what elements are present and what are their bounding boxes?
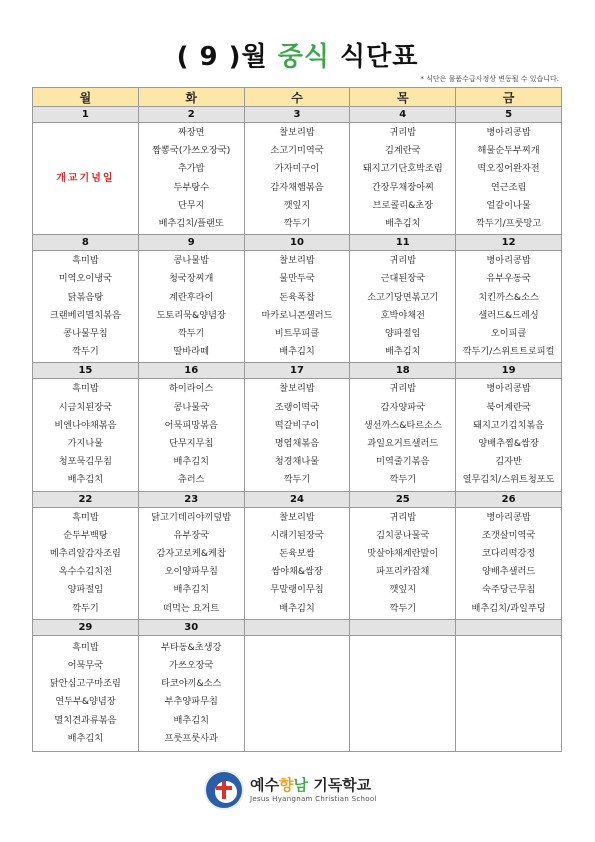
menu-item: 어묵피망볶음 xyxy=(164,419,218,431)
date-cell: 15 xyxy=(33,363,139,379)
menu-cell xyxy=(456,507,562,619)
menu-item: 추가밥 xyxy=(177,163,205,175)
menu-item: 김계란국 xyxy=(385,145,421,157)
menu-item: 떡갈비구이 xyxy=(274,419,320,431)
date-cell: 17 xyxy=(244,363,350,379)
menu-body xyxy=(33,107,562,752)
menu-item: 찰보리밥 xyxy=(279,511,315,523)
menu-item: 짜장면 xyxy=(177,127,205,138)
menu-item: 흑미밥 xyxy=(72,255,99,267)
menu-item: 순두부백탕 xyxy=(63,529,108,541)
menu-item: 양배추샐러드 xyxy=(481,566,536,578)
menu-item: 감자고로케&케찹 xyxy=(156,548,226,560)
menu-cell xyxy=(456,123,562,235)
menu-row xyxy=(33,635,562,751)
date-cell: 23 xyxy=(138,491,244,507)
menu-item: 해물순두부찌개 xyxy=(477,145,540,157)
menu-item: 생선까스&타르소스 xyxy=(363,419,442,431)
day-header: 금 xyxy=(456,88,562,107)
date-cell: 5 xyxy=(456,107,562,123)
menu-item: 샐러드&드레싱 xyxy=(478,309,539,321)
menu-row xyxy=(33,123,562,235)
menu-item: 비트무피클 xyxy=(274,328,320,340)
menu-item: 깍두기 xyxy=(72,602,99,614)
menu-item: 옥수수김치전 xyxy=(58,566,113,578)
menu-item: 부타동&초생강 xyxy=(160,641,222,653)
date-cell: 18 xyxy=(350,363,456,379)
menu-item: 닭고기데리야끼덮밥 xyxy=(151,511,232,523)
menu-item: 호박야채전 xyxy=(380,309,425,321)
day-header: 화 xyxy=(138,88,244,107)
date-cell: 12 xyxy=(456,235,562,251)
menu-item: 청국장찌개 xyxy=(169,273,214,285)
date-row xyxy=(33,619,562,635)
menu-item: 쌈야채&쌈장 xyxy=(271,566,323,578)
day-header: 목 xyxy=(350,88,456,107)
menu-cell xyxy=(350,379,456,491)
menu-item: 찰보리밥 xyxy=(279,383,315,395)
menu-item: 찰보리밥 xyxy=(279,255,315,267)
school-logo xyxy=(204,770,404,810)
menu-cell xyxy=(350,123,456,235)
page-title xyxy=(0,36,595,73)
menu-item: 조갯살미역국 xyxy=(481,529,536,541)
menu-item: 배추김치 xyxy=(173,584,209,596)
menu-item: 가지나물 xyxy=(67,438,104,450)
title-prefix: ( 9 )월 xyxy=(176,42,268,72)
menu-item: 깍두기 xyxy=(72,346,99,358)
title-accent: 중식 xyxy=(277,42,330,72)
date-row xyxy=(33,235,562,251)
date-cell: 30 xyxy=(138,619,244,635)
menu-item: 감자채햄볶음 xyxy=(270,181,324,193)
menu-item: 떠먹는 요거트 xyxy=(163,602,220,614)
date-cell: 8 xyxy=(33,235,139,251)
menu-item: 도토리묵&양념장 xyxy=(156,309,226,321)
date-cell xyxy=(350,619,456,635)
menu-item: 깍두기 xyxy=(283,218,311,230)
menu-cell xyxy=(244,251,350,363)
menu-cell xyxy=(33,123,139,235)
menu-item: 배추김치/플랜또 xyxy=(158,218,224,230)
menu-item: 배추김치 xyxy=(67,732,104,744)
menu-item: 소고기당면볶고기 xyxy=(367,291,439,303)
menu-item: 가쓰오장국 xyxy=(169,659,214,671)
day-header: 월 xyxy=(33,88,139,107)
menu-item: 맛살야채계란말이 xyxy=(367,548,439,560)
menu-cell xyxy=(350,251,456,363)
menu-cell xyxy=(350,507,456,619)
menu-cell xyxy=(138,123,244,235)
date-cell: 24 xyxy=(244,491,350,507)
school-name-english: Jesus Hyangnam Christian School xyxy=(250,795,377,803)
menu-item: 닭안심고구마조림 xyxy=(49,678,121,690)
menu-cell xyxy=(33,251,139,363)
menu-item: 얼갈이나물 xyxy=(486,199,531,211)
menu-cell xyxy=(456,379,562,491)
menu-item: 단무지무침 xyxy=(169,438,214,450)
menu-item: 돈육폭찹 xyxy=(279,291,315,303)
menu-cell xyxy=(350,635,456,751)
menu-item: 청포묵김무침 xyxy=(58,456,113,468)
holiday-label: 개교기념일 xyxy=(56,172,115,184)
menu-item: 오이양파무침 xyxy=(164,566,218,578)
menu-row xyxy=(33,379,562,491)
menu-item: 돈육보쌈 xyxy=(279,548,315,560)
menu-item: 조랭이떡국 xyxy=(274,401,320,413)
date-cell: 16 xyxy=(138,363,244,379)
menu-item: 양배추찜&쌈장 xyxy=(478,438,539,450)
menu-item: 닭볶음탕 xyxy=(67,291,104,303)
menu-cell xyxy=(456,251,562,363)
menu-item: 가자미구이 xyxy=(274,163,320,175)
menu-cell xyxy=(33,507,139,619)
menu-item: 계란후라이 xyxy=(169,291,214,303)
menu-item: 간장무채장아찌 xyxy=(371,181,434,193)
menu-item: 멸치견과류볶음 xyxy=(54,714,117,726)
menu-item: 치킨까스&소스 xyxy=(478,291,539,303)
menu-item: 과일요거트샐러드 xyxy=(367,438,439,450)
day-header-row xyxy=(33,88,562,107)
menu-item: 흑미밥 xyxy=(72,511,99,523)
menu-item: 병아리콩밥 xyxy=(486,255,531,267)
menu-item: 미역줄기볶음 xyxy=(376,456,430,468)
menu-item: 타코야끼&소스 xyxy=(160,678,222,690)
menu-item: 비엔나야채볶음 xyxy=(54,419,117,431)
menu-cell xyxy=(138,251,244,363)
date-row xyxy=(33,363,562,379)
menu-item: 귀리밥 xyxy=(389,383,417,395)
menu-item: 배추김치 xyxy=(385,346,421,358)
date-row xyxy=(33,491,562,507)
menu-item: 소고기미역국 xyxy=(270,145,324,157)
date-cell: 10 xyxy=(244,235,350,251)
menu-item: 깍두기 xyxy=(177,328,205,340)
menu-item: 배추김치 xyxy=(279,602,315,614)
date-cell xyxy=(244,619,350,635)
menu-item: 무말랭이무침 xyxy=(270,584,324,596)
menu-item: 명엽채볶음 xyxy=(274,438,320,450)
date-cell: 29 xyxy=(33,619,139,635)
menu-item: 콩나물무침 xyxy=(63,328,108,340)
menu-item: 배추김치 xyxy=(385,218,421,230)
date-cell: 4 xyxy=(350,107,456,123)
menu-item: 짬뽕국(가쓰오장국) xyxy=(152,145,231,157)
menu-item: 어묵무국 xyxy=(67,659,104,671)
menu-item: 딸바라떼 xyxy=(173,346,209,358)
menu-item: 프룻프룻사과 xyxy=(164,732,218,744)
menu-item: 유부장국 xyxy=(173,529,209,541)
menu-item: 양파절임 xyxy=(67,584,104,596)
menu-item: 감자양파국 xyxy=(380,401,425,413)
menu-item: 배추김치/과일푸딩 xyxy=(471,602,546,614)
menu-item: 숙주당근무침 xyxy=(481,584,536,596)
menu-item: 두부탕수 xyxy=(173,181,209,193)
menu-item: 열무김치/스위트청포도 xyxy=(462,474,555,486)
date-cell: 2 xyxy=(138,107,244,123)
menu-item: 마카로니콘샐러드 xyxy=(261,309,333,321)
date-cell: 3 xyxy=(244,107,350,123)
date-cell: 25 xyxy=(350,491,456,507)
menu-item: 병아리콩밥 xyxy=(486,383,531,395)
cross-icon xyxy=(222,781,226,799)
menu-item: 연근조림 xyxy=(490,181,527,193)
menu-item: 깍두기/스위트트로피컬 xyxy=(462,346,555,358)
menu-cell xyxy=(244,635,350,751)
day-header: 수 xyxy=(244,88,350,107)
menu-item: 흑미밥 xyxy=(72,641,99,653)
menu-item: 시금치된장국 xyxy=(58,401,113,413)
menu-item: 코다리떡강정 xyxy=(481,548,536,560)
notice-text: * 식단은 물품수급사정상 변동될 수 있습니다. xyxy=(420,75,559,83)
menu-item: 깍두기 xyxy=(389,602,417,614)
menu-item: 깍두기/프룻망고 xyxy=(475,218,542,230)
menu-row xyxy=(33,251,562,363)
menu-row xyxy=(33,507,562,619)
menu-cell xyxy=(456,635,562,751)
menu-item: 츄러스 xyxy=(177,474,205,486)
menu-item: 떡오징어완자전 xyxy=(477,163,540,175)
menu-item: 크랜베리멸치볶음 xyxy=(49,309,121,321)
menu-item: 하이라이스 xyxy=(169,383,214,395)
menu-item: 파프리카잡채 xyxy=(376,566,430,578)
menu-item: 귀리밥 xyxy=(389,255,417,267)
date-cell: 11 xyxy=(350,235,456,251)
menu-item: 콩나물밥 xyxy=(173,255,209,267)
menu-item: 양파절임 xyxy=(385,328,421,340)
menu-item: 배추김치 xyxy=(67,474,104,486)
menu-item: 귀리밥 xyxy=(389,511,417,523)
menu-item: 물만두국 xyxy=(279,273,315,285)
menu-cell xyxy=(138,635,244,751)
date-cell: 22 xyxy=(33,491,139,507)
menu-item: 병아리콩밥 xyxy=(486,127,531,138)
menu-cell xyxy=(33,635,139,751)
menu-item: 오이피클 xyxy=(490,328,527,340)
date-cell: 1 xyxy=(33,107,139,123)
menu-item: 콩나물국 xyxy=(173,401,209,413)
date-row xyxy=(33,107,562,123)
date-cell: 9 xyxy=(138,235,244,251)
menu-item: 연두부&양념장 xyxy=(55,696,116,708)
menu-cell xyxy=(244,507,350,619)
menu-cell xyxy=(138,507,244,619)
date-cell: 26 xyxy=(456,491,562,507)
menu-item: 김치콩나물국 xyxy=(376,529,430,541)
menu-item: 배추김치 xyxy=(173,714,209,726)
date-cell xyxy=(456,619,562,635)
school-name: 예수향남 기독학교 xyxy=(250,776,372,794)
menu-item: 깍두기 xyxy=(389,474,417,486)
menu-item: 흑미밥 xyxy=(72,383,99,395)
menu-item: 김자반 xyxy=(495,456,522,468)
menu-cell xyxy=(244,123,350,235)
menu-cell xyxy=(244,379,350,491)
menu-item: 단무지 xyxy=(177,199,205,211)
menu-item: 미역오이냉국 xyxy=(58,273,113,285)
menu-item: 돼지고기김치볶음 xyxy=(473,419,545,431)
menu-cell xyxy=(138,379,244,491)
menu-item: 부추양파무침 xyxy=(164,696,218,708)
menu-item: 깍두기 xyxy=(283,474,311,486)
menu-item: 돼지고기단호박조림 xyxy=(362,163,443,175)
menu-item: 시래기된장국 xyxy=(270,529,324,541)
menu-table xyxy=(32,87,562,752)
menu-item: 브로콜리&초장 xyxy=(372,199,433,211)
menu-item: 청경채나물 xyxy=(274,456,320,468)
menu-item: 근대된장국 xyxy=(380,273,425,285)
title-suffix: 식단표 xyxy=(340,42,419,72)
menu-item: 병아리콩밥 xyxy=(486,511,531,523)
menu-item: 귀리밥 xyxy=(389,127,417,138)
menu-item: 찰보리밥 xyxy=(279,127,315,138)
menu-item: 깻잎지 xyxy=(389,584,417,596)
menu-item: 메추리알감자조림 xyxy=(49,548,121,560)
menu-cell xyxy=(33,379,139,491)
menu-item: 유부우동국 xyxy=(486,273,531,285)
menu-item: 북어계란국 xyxy=(486,401,531,413)
menu-item: 깻잎지 xyxy=(283,199,311,211)
menu-item: 배추김치 xyxy=(173,456,209,468)
date-cell: 19 xyxy=(456,363,562,379)
menu-item: 배추김치 xyxy=(279,346,315,358)
